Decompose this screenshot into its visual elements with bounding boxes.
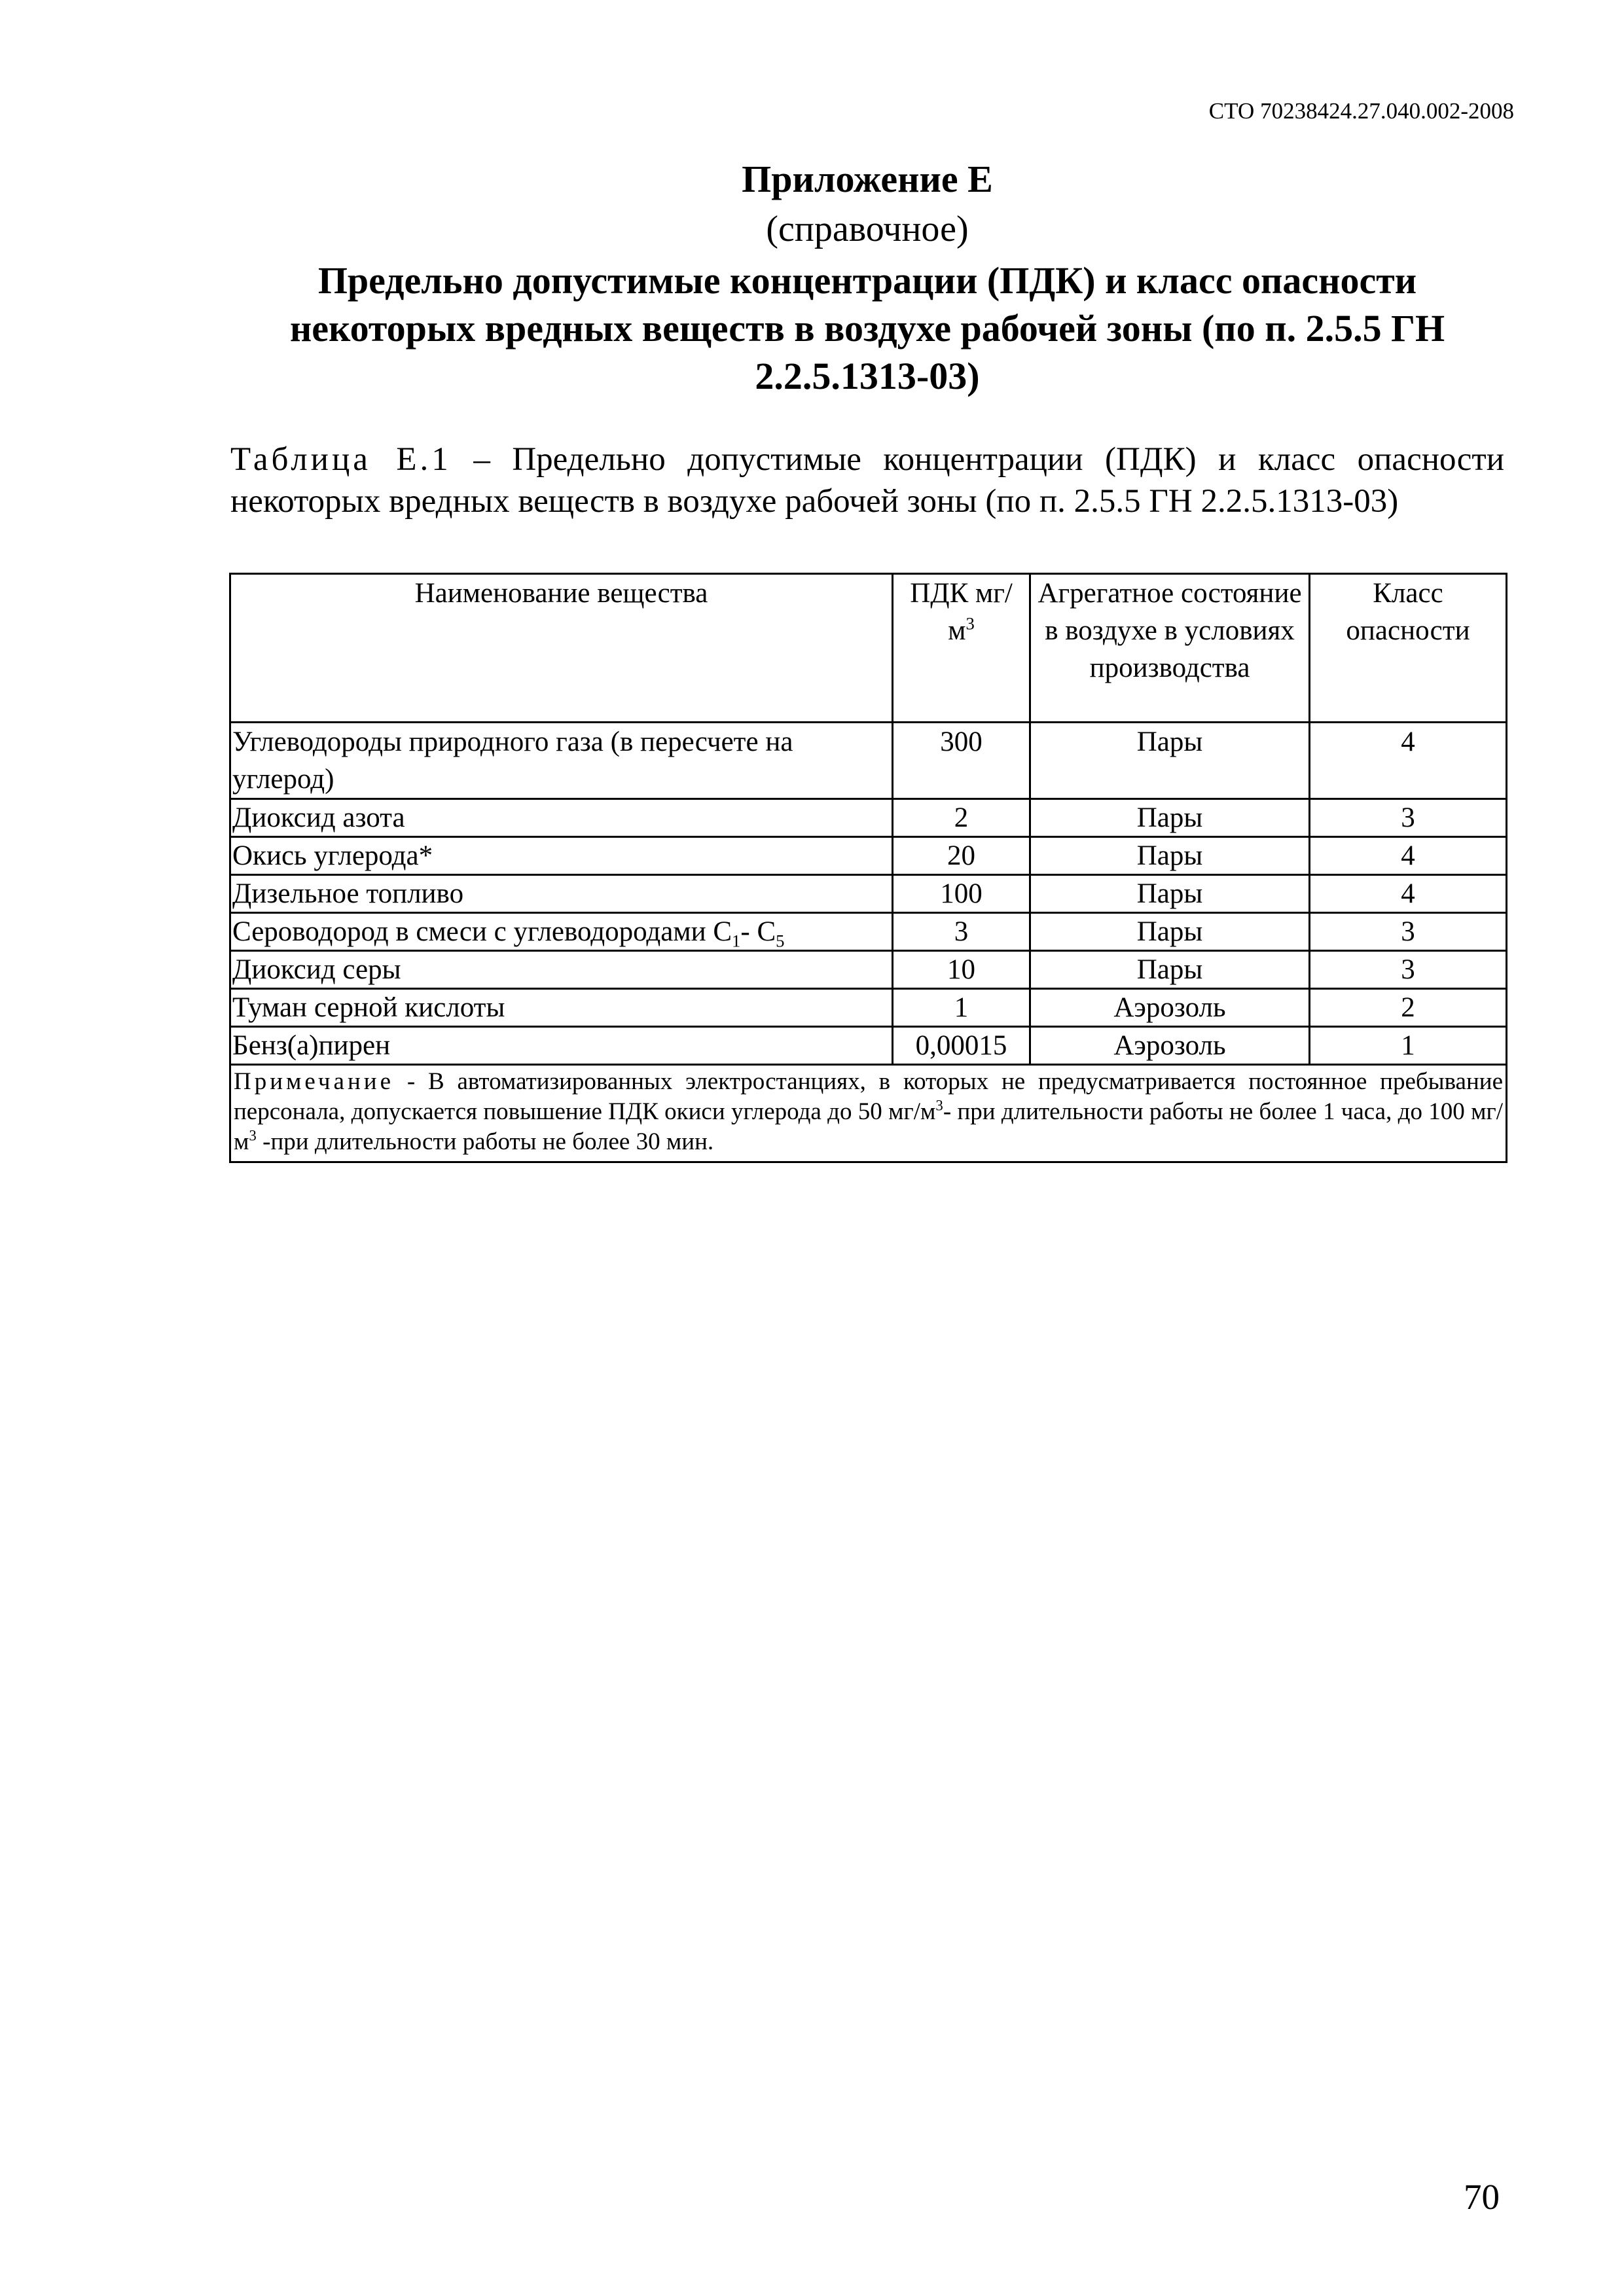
pdk-value: 1 xyxy=(893,989,1030,1027)
aggregate-state: Пары xyxy=(1030,875,1310,913)
aggregate-state: Пары xyxy=(1030,951,1310,989)
pdk-value: 0,00015 xyxy=(893,1027,1030,1065)
aggregate-state: Пары xyxy=(1030,837,1310,875)
table-note-row xyxy=(230,1065,1507,1162)
pdk-value: 3 xyxy=(893,913,1030,951)
document-code: СТО 70238424.27.040.002-2008 xyxy=(1208,98,1514,124)
hazard-class: 4 xyxy=(1310,723,1507,799)
table-row xyxy=(230,913,1507,951)
table-row xyxy=(230,837,1507,875)
pdk-value: 100 xyxy=(893,875,1030,913)
appendix-kind: (справочное) xyxy=(766,209,969,249)
header-hazard-class: Класс опасности xyxy=(1310,574,1507,723)
pdk-value: 300 xyxy=(893,723,1030,799)
aggregate-state: Аэрозоль xyxy=(1030,1027,1310,1065)
appendix-title: Приложение Е xyxy=(742,158,993,200)
table-row xyxy=(230,989,1507,1027)
page-number: 70 xyxy=(1464,2177,1500,2217)
aggregate-state: Пары xyxy=(1030,723,1310,799)
hazard-class: 2 xyxy=(1310,989,1507,1027)
substance-name: Окись углерода* xyxy=(230,837,893,875)
substance-name: Бенз(а)пирен xyxy=(230,1027,893,1065)
hazard-class: 4 xyxy=(1310,875,1507,913)
table-row xyxy=(230,951,1507,989)
table-caption xyxy=(230,439,1504,522)
pdk-value: 2 xyxy=(893,799,1030,837)
aggregate-state: Пары xyxy=(1030,799,1310,837)
substance-name: Углеводороды природного газа (в пересчете на углерод) xyxy=(230,723,893,799)
pdk-value: 20 xyxy=(893,837,1030,875)
table-caption-text: – Предельно допустимые концентрации (ПДК) и класс опасности некоторых вредных веществ в воздухе рабочей зоны (по п. 2.5.5 ГН 2.2.5.1313-03) xyxy=(230,441,1504,520)
table-row xyxy=(230,723,1507,799)
hazard-class: 3 xyxy=(1310,799,1507,837)
table-header-row xyxy=(230,574,1507,723)
substance-name: Туман серной кислоты xyxy=(230,989,893,1027)
table-row xyxy=(230,799,1507,837)
pdk-table xyxy=(229,573,1507,1163)
substance-name: Сероводород в смеси с углеводородами $С_1-$ $С_5$ xyxy=(230,913,893,951)
header-aggregate-state: Агрегатное состояние в воздухе в условиях производства xyxy=(1030,574,1310,723)
table-row xyxy=(230,1027,1507,1065)
appendix-subject: Предельно допустимые концентрации (ПДК) и класс опасности некоторых вредных веществ в воздухе рабочей зоны (по п. 2.5.5 ГН 2.2.5.1313-03) xyxy=(289,259,1445,397)
substance-name: Диоксид серы xyxy=(230,951,893,989)
aggregate-state: Аэрозоль xyxy=(1030,989,1310,1027)
substance-name: Дизельное топливо xyxy=(230,875,893,913)
header-substance-name: Наименование вещества xyxy=(230,574,893,723)
table-row xyxy=(230,875,1507,913)
substance-name: Диоксид азота xyxy=(230,799,893,837)
aggregate-state: Пары xyxy=(1030,913,1310,951)
hazard-class: 1 xyxy=(1310,1027,1507,1065)
hazard-class: 4 xyxy=(1310,837,1507,875)
pdk-value: 10 xyxy=(893,951,1030,989)
header-pdk: ПДК мг/ $м^3$ xyxy=(893,574,1030,723)
table-caption-lead: Таблица Е.1 xyxy=(230,441,452,478)
hazard-class: 3 xyxy=(1310,913,1507,951)
table-note: Примечание - В автоматизированных электростанциях, в которых не предусматривается постоянное пребывание персонала, допускается повышение ПДК окиси углерода до 50 $мг/м^3-$ при длительности работы не более 1 часа, до 100 $мг/м^3$ -при длительности работы не более 30 мин. xyxy=(230,1065,1507,1162)
hazard-class: 3 xyxy=(1310,951,1507,989)
